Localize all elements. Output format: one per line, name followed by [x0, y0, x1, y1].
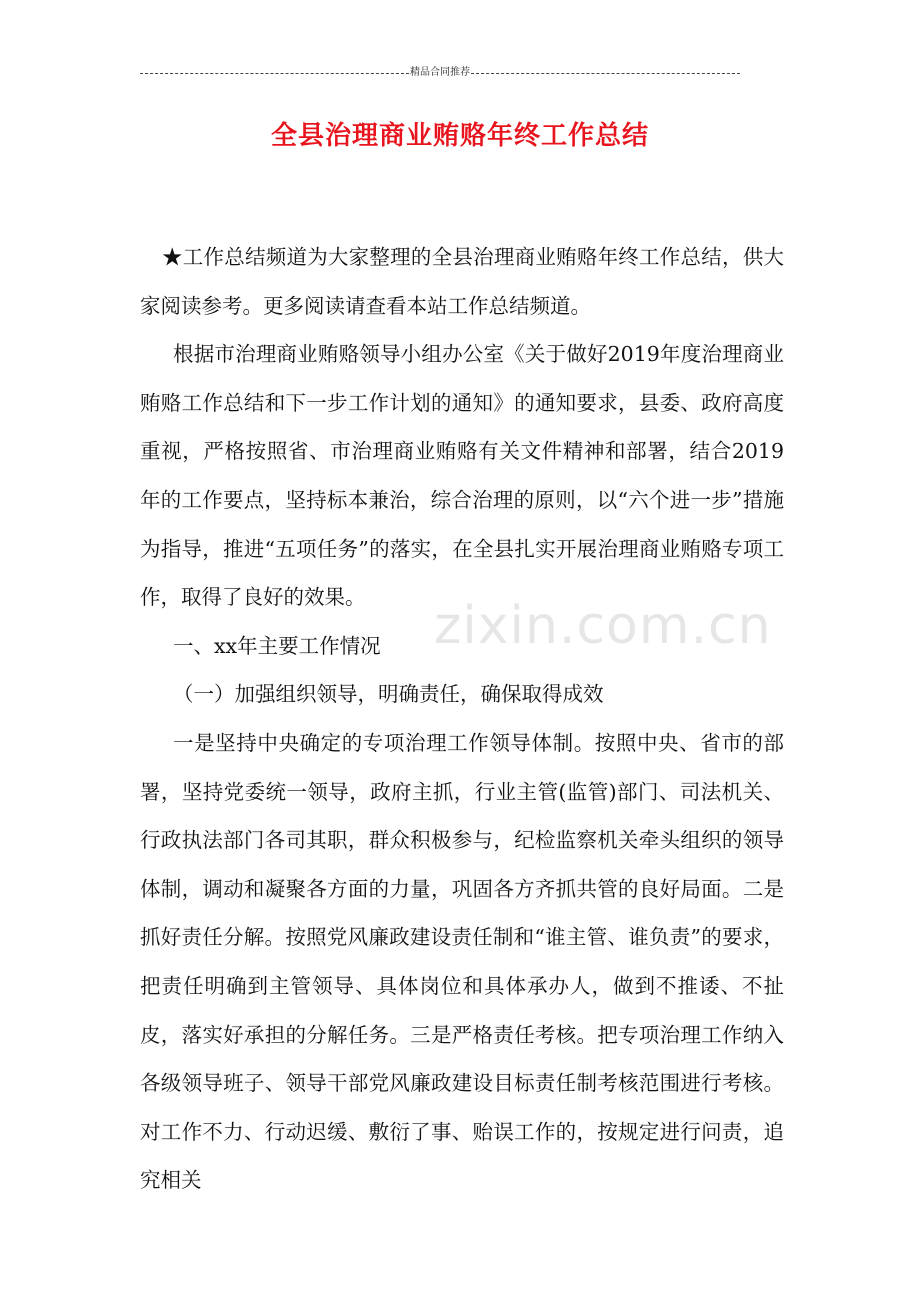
watermark: zixin.com.cn — [434, 596, 772, 656]
header-dash-left — [140, 73, 409, 74]
document-body — [140, 233, 784, 1205]
section-heading: 一、xx年主要工作情况 — [173, 633, 381, 658]
body-paragraph: 一是坚持中央确定的专项治理工作领导体制。按照中央、省市的部署，坚持党委统一领导，政府主抓，行业主管(监管)部门、司法机关、行政执法部门各司其职，群众积极参与，纪检监察机关牵头组织的领导体制，调动和凝聚各方面的力量，巩固各方齐抓共管的良好局面。二是抓好责任分解。按照党风廉政建设责任制和“谁主管、谁负责”的要求，把责任明确到主管领导、具体岗位和具体承办人，做到不推诿、不扯皮，落实好承担的分解任务。三是严格责任考核。把专项治理工作纳入各级领导班子、领导干部党风廉政建设目标责任制考核范围进行考核。对工作不力、行动迟缓、敷衍了事、贻误工作的，按规定进行问责，追究相关 — [140, 730, 784, 1193]
header-dash-right — [471, 73, 740, 74]
intro-paragraph: ★工作总结频道为大家整理的全县治理商业贿赂年终工作总结，供大家阅读参考。更多阅读请查看本站工作总结频道。 — [140, 245, 784, 318]
header-label: 精品合同推荐 — [410, 67, 470, 78]
subsection-heading: （一）加强组织领导，明确责任，确保取得成效 — [173, 682, 604, 707]
body-paragraph: 根据市治理商业贿赂领导小组办公室《关于做好2019年度治理商业贿赂工作总结和下一步工作计划的通知》的通知要求，县委、政府高度重视，严格按照省、市治理商业贿赂有关文件精神和部署，结合2019年的工作要点，坚持标本兼治，综合治理的原则，以“六个进一步”措施为指导，推进“五项任务”的落实，在全县扎实开展治理商业贿赂专项工作，取得了良好的效果。 — [140, 342, 784, 610]
document-title: 全县治理商业贿赂年终工作总结 — [270, 121, 649, 151]
header-rule — [140, 66, 740, 80]
